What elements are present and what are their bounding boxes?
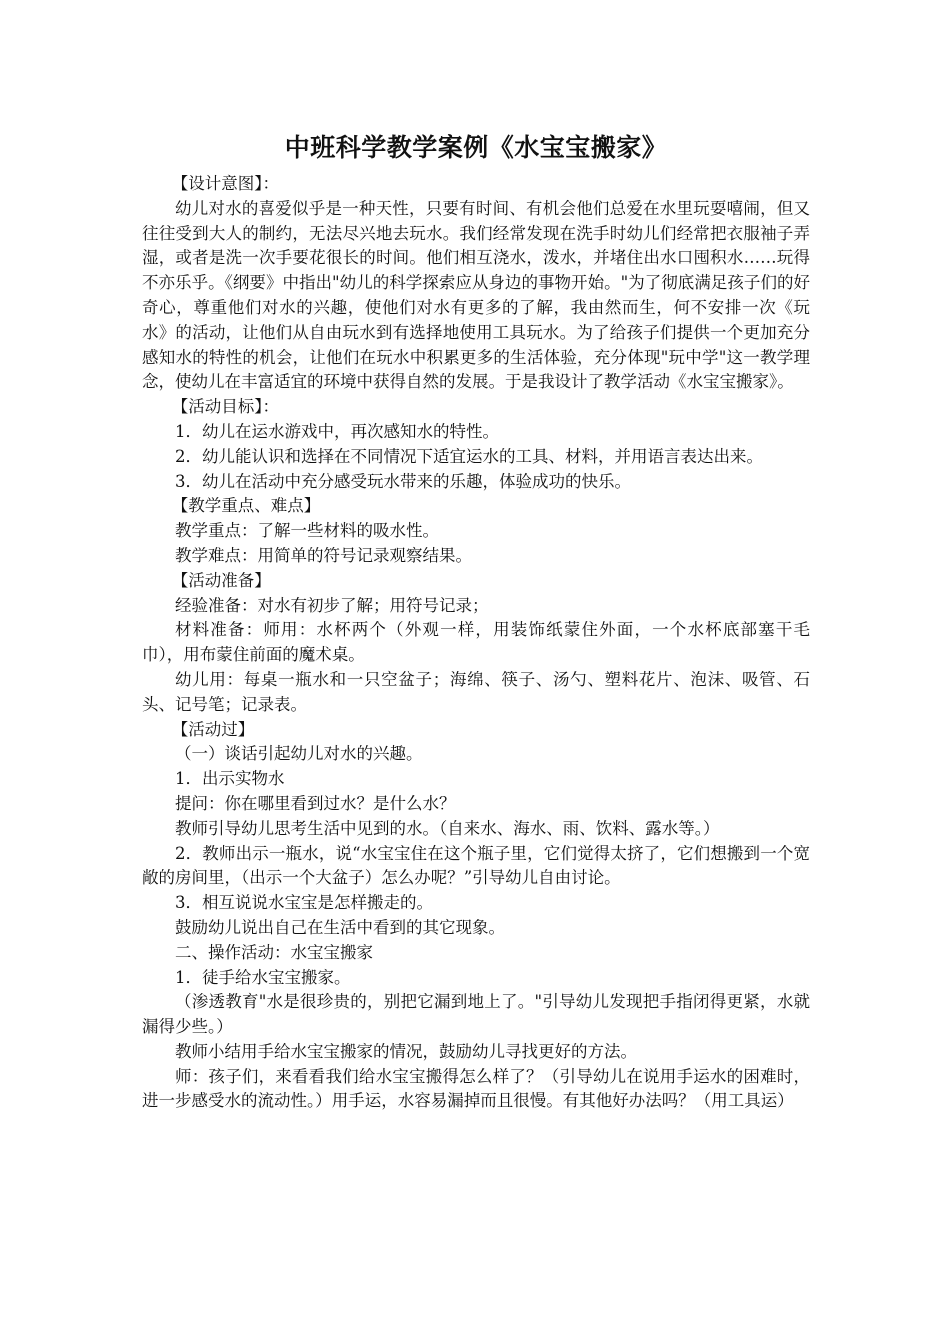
section-heading: 【设计意图】：: [171, 174, 279, 193]
paragraph: 材料准备：师用：水杯两个（外观一样，用装饰纸蒙住外面，一个水杯底部塞干毛巾），用布蒙住前面的魔术桌。: [142, 620, 810, 665]
paragraph: 鼓励幼儿说出自己在生活中看到的其它现象。: [175, 917, 505, 937]
paragraph: 经验准备：对水有初步了解；用符号记录；: [175, 595, 489, 615]
paragraph: 提问：你在哪里看到过水？是什么水？: [175, 793, 456, 813]
paragraph: （渗透教育"水是很珍贵的，别把它漏到地上了。"引导幼儿发现把手指闭得更紧，水就漏得少些。）: [142, 992, 810, 1037]
section-heading: 【活动准备】: [171, 570, 271, 590]
paragraph: 2．幼儿能认识和选择在不同情况下适宜运水的工具、材料，并用语言表达出来。: [175, 446, 763, 466]
paragraph: （一）谈话引起幼儿对水的兴趣。: [175, 744, 423, 764]
paragraph: 教师小结用手给水宝宝搬家的情况，鼓励幼儿寻找更好的方法。: [175, 1041, 637, 1061]
paragraph: 幼儿用：每桌一瓶水和一只空盆子；海绵、筷子、汤勺、塑料花片、泡沫、吸管、石头、记号笔；记录表。: [142, 669, 810, 714]
paragraph: 1．幼儿在运水游戏中，再次感知水的特性。: [175, 421, 499, 441]
section-heading: 【教学重点、难点】: [171, 496, 321, 516]
paragraph: 幼儿对水的喜爱似乎是一种天性，只要有时间、有机会他们总爱在水里玩耍嘻闹，但又往往受到大人的制约，无法尽兴地去玩水。我们经常发现在洗手时幼儿们经常把衣服袖子弄湿，或者是洗一次手要花很长的时间。他们相互浇水，泼水，并堵住出水口囤积水……玩得不亦乐乎。《纲要》中指出"幼儿的科学探索应从身边的事物开始。"为了彻底满足孩子们的好奇心，尊重他们对水的兴趣，使他们对水有更多的了解，我由然而生，何不安排一次《玩水》的活动，让他们从自由玩水到有选择地使用工具玩水。为了给孩子们提供一个更加充分感知水的特性的机会，让他们在玩水中积累更多的生活体验，充分体现"玩中学"这一教学理念，使幼儿在丰富适宜的环境中获得自然的发展。于是我设计了教学活动《水宝宝搬家》。: [142, 198, 810, 392]
paragraph: 3．相互说说水宝宝是怎样搬走的。: [175, 893, 433, 913]
section-heading: 【活动过】: [171, 719, 255, 739]
paragraph: 1．出示实物水: [175, 769, 285, 789]
paragraph: 教师引导幼儿思考生活中见到的水。（自来水、海水、雨、饮料、露水等。）: [175, 818, 720, 838]
section-heading: 【活动目标】：: [171, 397, 279, 417]
paragraph: 2．教师出示一瓶水，说“水宝宝住在这个瓶子里，它们觉得太挤了，它们想搬到一个宽敞的房间里，（出示一个大盆子）怎么办呢？”引导幼儿自由讨论。: [142, 843, 810, 888]
paragraph: 师：孩子们，来看看我们给水宝宝搬得怎么样了？（引导幼儿在说用手运水的困难时，进一步感受水的流动性。）用手运，水容易漏掉而且很慢。有其他好办法吗？（用工具运）: [142, 1066, 810, 1111]
paragraph: 二、操作活动：水宝宝搬家: [175, 942, 373, 962]
paragraph: 教学重点：了解一些材料的吸水性。: [175, 521, 439, 541]
paragraph: 3．幼儿在活动中充分感受玩水带来的乐趣，体验成功的快乐。: [175, 471, 631, 491]
paragraph: 1．徒手给水宝宝搬家。: [175, 967, 351, 987]
paragraph: 教学难点：用简单的符号记录观察结果。: [175, 545, 472, 565]
document-title: 中班科学教学案例《水宝宝搬家》: [284, 133, 668, 162]
document-page: [142, 128, 810, 1114]
document-body: [142, 172, 810, 1114]
